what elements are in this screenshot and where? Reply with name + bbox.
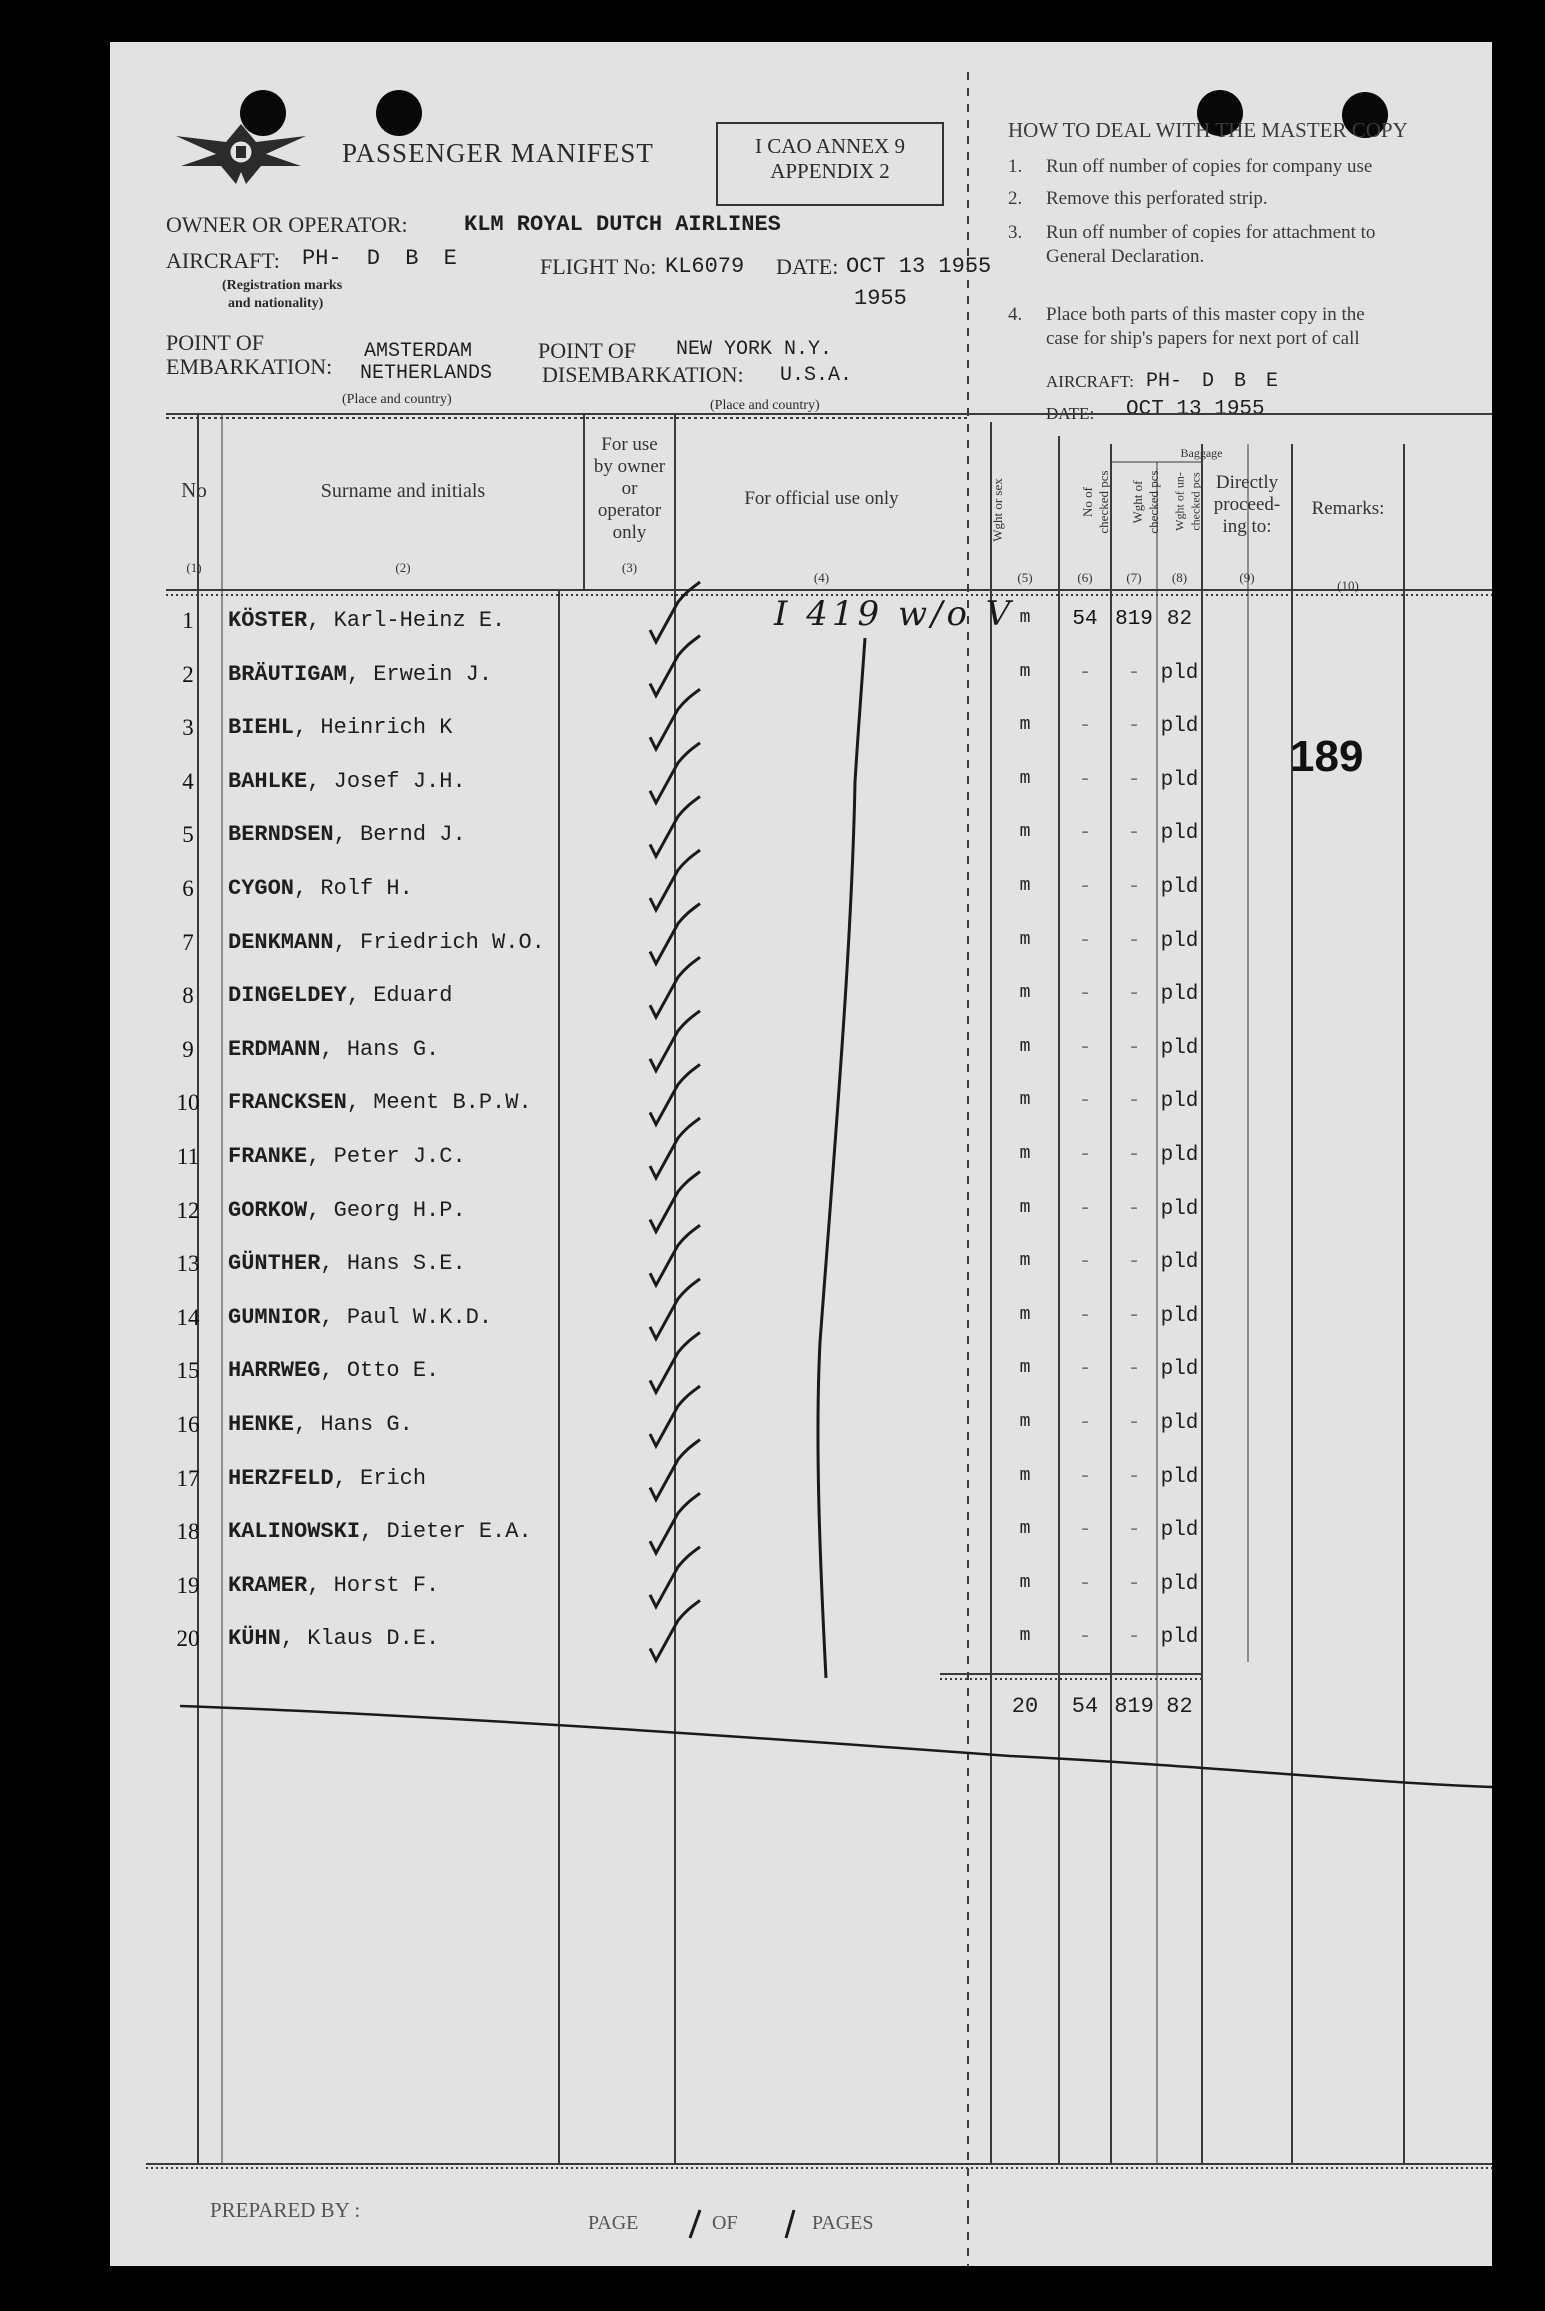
checked-pcs: 54 (1072, 608, 1098, 631)
checkmark-icon (650, 582, 700, 642)
weight-checked: - (1127, 1304, 1141, 1328)
name-separator: , (307, 1197, 334, 1223)
checked-pcs: - (1078, 822, 1092, 846)
checkmarks-layer (110, 42, 1492, 2266)
handwritten-official-note: I 419 w/o V (774, 594, 1015, 634)
checked-pcs: - (1078, 715, 1092, 739)
passenger-sex: m (1019, 929, 1031, 950)
of-label: OF (712, 2212, 738, 2234)
checked-pcs: - (1078, 1626, 1092, 1650)
aircraft-value: PH- D B E (302, 246, 457, 271)
checkmark-icon (650, 1440, 700, 1500)
row-number: 6 (182, 876, 194, 901)
col-directly-2: proceed- (1213, 494, 1281, 515)
passenger-initials: Hans G. (320, 1412, 413, 1437)
col-owner-use-5: only (612, 522, 647, 543)
row-number: 3 (182, 715, 194, 741)
row-number: 17 (176, 1465, 200, 1491)
weight-unchecked: pld (1160, 983, 1199, 1007)
total-count: 20 (1011, 1694, 1039, 1719)
embark-country: NETHERLANDS (360, 362, 493, 385)
page-number (670, 2208, 676, 2234)
checkmark-icon (650, 1279, 700, 1339)
instr-4-line-2: case for ship's papers for next port of call (1046, 328, 1360, 349)
col-owner-use-2: by owner (593, 456, 666, 477)
weight-checked: - (1127, 661, 1141, 685)
passenger-sex: m (1019, 1090, 1031, 1111)
passenger-initials: Georg H.P. (333, 1197, 466, 1223)
passenger-sex: m (1019, 983, 1031, 1004)
passenger-surname: FRANCKSEN (228, 1090, 347, 1116)
col-owner-use-4: operator (597, 500, 662, 521)
col-official-header: For official use only (744, 488, 899, 509)
passenger-surname: BRÄUTIGAM (228, 661, 347, 687)
checkmark-icon (650, 1547, 700, 1607)
passenger-initials: Klaus D.E. (307, 1626, 440, 1652)
weight-unchecked: pld (1160, 715, 1199, 739)
row-number: 4 (182, 768, 194, 794)
weight-unchecked: pld (1160, 822, 1199, 846)
weight-unchecked: pld (1160, 876, 1199, 899)
checked-pcs: - (1078, 661, 1092, 685)
checkmark-icon (650, 1600, 700, 1660)
col-weight-checked-2: checked pcs (1146, 470, 1161, 534)
stamp-number: 189 (1290, 732, 1364, 781)
passenger-sex: m (1019, 608, 1031, 628)
embark-label-1: POINT OF (166, 330, 265, 355)
disembark-label-2: DISEMBARKATION: (542, 362, 744, 387)
disembark-city: NEW YORK N.Y. (676, 338, 833, 361)
name-separator: , (320, 1036, 347, 1062)
passenger-sex: m (1019, 1572, 1031, 1593)
checkmark-icon (650, 1118, 700, 1178)
weight-unchecked: pld (1160, 1090, 1199, 1114)
owner-value: KLM ROYAL DUTCH AIRLINES (464, 212, 781, 237)
passenger-surname: GORKOW (228, 1197, 308, 1223)
passenger-initials: Friedrich W.O. (360, 929, 545, 955)
disembark-country: U.S.A. (780, 364, 853, 387)
passenger-sex: m (1019, 661, 1031, 682)
name-separator: , (320, 1251, 347, 1277)
checked-pcs: - (1078, 1251, 1092, 1275)
col-num-8: (8) (1171, 570, 1188, 585)
passenger-sex: m (1019, 1144, 1031, 1164)
col-directly-3: ing to: (1222, 516, 1272, 537)
passenger-sex: m (1019, 876, 1031, 896)
passenger-sex: m (1019, 1197, 1031, 1218)
passenger-sex: m (1019, 715, 1031, 736)
col-owner-use-3: or (621, 478, 638, 499)
passenger-initials: Otto E. (346, 1358, 440, 1384)
checkmark-icon (650, 1172, 700, 1232)
weight-checked: - (1127, 983, 1141, 1007)
checked-pcs: - (1078, 1519, 1092, 1543)
name-separator: , (294, 876, 321, 901)
passenger-initials: Heinrich K (320, 715, 453, 741)
instr-1-num: 1. (1008, 156, 1023, 177)
name-separator: , (346, 661, 374, 687)
passenger-initials: Bernd J. (360, 822, 466, 848)
checked-pcs: - (1078, 768, 1092, 792)
checked-pcs: - (1078, 1197, 1092, 1221)
row-number: 18 (176, 1519, 200, 1545)
instr-3-line-2: General Declaration. (1046, 246, 1205, 267)
owner-label: OWNER OR OPERATOR: (166, 212, 408, 237)
passenger-sex: m (1019, 1519, 1031, 1540)
passenger-surname: DINGELDEY (228, 983, 347, 1009)
checkmark-icon (650, 796, 700, 856)
weight-checked: - (1127, 768, 1141, 792)
checked-pcs: - (1078, 876, 1092, 899)
weight-checked: - (1127, 1412, 1141, 1435)
icao-line-1: I CAO ANNEX 9 (755, 134, 905, 158)
checked-pcs: - (1078, 1412, 1092, 1435)
name-separator: , (346, 983, 374, 1009)
row-number: 12 (176, 1197, 200, 1223)
row-number: 5 (182, 822, 194, 848)
weight-checked: - (1127, 1144, 1141, 1167)
passenger-surname: HARRWEG (228, 1358, 321, 1384)
col-baggage-header: Baggage (1180, 446, 1223, 460)
checked-pcs: - (1078, 1090, 1092, 1114)
row-number: 10 (176, 1090, 200, 1116)
checked-pcs: - (1078, 1304, 1092, 1328)
col-surname-header: Surname and initials (320, 480, 486, 502)
passenger-sex: m (1019, 1036, 1031, 1057)
passenger-surname: KRAMER (228, 1572, 308, 1598)
passenger-surname: KALINOWSKI (228, 1519, 361, 1545)
passenger-initials: Hans S.E. (346, 1251, 466, 1277)
instr-date-label: DATE: (1046, 404, 1095, 423)
passenger-initials: Horst F. (333, 1572, 440, 1598)
col-num-10: (10) (1337, 578, 1359, 593)
name-separator: , (294, 1412, 321, 1437)
passenger-surname: GÜNTHER (228, 1251, 321, 1277)
passenger-sex: m (1019, 1304, 1031, 1325)
weight-unchecked: pld (1160, 1251, 1199, 1275)
weight-checked: - (1127, 1626, 1141, 1650)
weight-unchecked: pld (1160, 929, 1199, 953)
weight-unchecked: pld (1160, 1626, 1199, 1650)
passenger-surname: GUMNIOR (228, 1304, 321, 1330)
passenger-initials: Meent B.P.W. (373, 1090, 532, 1116)
passenger-surname: ERDMANN (228, 1036, 321, 1062)
passenger-surname: BAHLKE (228, 768, 308, 794)
checked-pcs: - (1078, 1036, 1092, 1060)
col-num-7: (7) (1126, 570, 1142, 585)
col-num-2: (2) (395, 560, 411, 575)
date-label: DATE: (776, 254, 839, 279)
weight-unchecked: pld (1160, 1572, 1199, 1596)
checkmark-icon (650, 689, 700, 749)
weight-checked: - (1127, 876, 1141, 899)
passenger-sex: m (1019, 822, 1031, 843)
name-separator: , (307, 768, 334, 794)
date-value: OCT 13 1955 (846, 254, 992, 279)
embark-note: (Place and country) (342, 392, 452, 407)
col-num-6: (6) (1077, 570, 1093, 585)
col-num-9: (9) (1239, 570, 1255, 585)
checkmark-icon (650, 636, 700, 696)
weight-checked: - (1127, 822, 1141, 846)
total-unchk: 82 (1166, 1694, 1193, 1719)
col-directly-1: Directly (1215, 472, 1279, 493)
embark-city: AMSTERDAM (364, 340, 473, 363)
passenger-surname: CYGON (228, 876, 295, 901)
registration-note-2: and nationality) (228, 296, 324, 311)
checkmark-icon (650, 1064, 700, 1124)
weight-unchecked: pld (1160, 1304, 1199, 1328)
name-separator: , (320, 1304, 347, 1330)
checkmark-icon (650, 743, 700, 803)
instr-3-line-1: Run off number of copies for attachment to (1046, 222, 1376, 243)
passenger-surname: HERZFELD (228, 1465, 334, 1491)
weight-unchecked: 82 (1166, 608, 1193, 631)
col-weight-checked-1: Wght of (1130, 480, 1145, 524)
instr-aircraft-label: AIRCRAFT: (1046, 372, 1134, 391)
passenger-surname: KÖSTER (228, 608, 308, 633)
total-wght: 819 (1114, 1694, 1154, 1719)
checkmark-icon (650, 1332, 700, 1392)
name-separator: , (333, 822, 361, 848)
name-separator: , (294, 715, 321, 741)
col-weight-unchecked-1: Wght of un- (1172, 472, 1187, 531)
passenger-initials: Erwein J. (373, 661, 493, 687)
weight-unchecked: pld (1160, 1036, 1199, 1060)
name-separator: , (280, 1626, 308, 1652)
col-checked-pcs-2: checked pcs (1096, 470, 1111, 534)
weight-checked: - (1127, 929, 1141, 953)
passenger-initials: Hans G. (346, 1036, 440, 1062)
row-number: 9 (182, 1036, 194, 1062)
passenger-initials: Peter J.C. (333, 1144, 466, 1169)
checkmark-icon (650, 850, 700, 910)
weight-unchecked: pld (1160, 1412, 1199, 1435)
weight-unchecked: pld (1160, 1519, 1199, 1543)
name-separator: , (307, 608, 334, 633)
weight-checked: - (1127, 1519, 1141, 1543)
row-number: 2 (182, 661, 194, 687)
row-number: 20 (176, 1626, 200, 1652)
name-separator: , (333, 929, 361, 955)
col-num-3: (3) (621, 560, 638, 575)
name-separator: , (320, 1358, 347, 1384)
passenger-surname: KÜHN (228, 1626, 281, 1652)
name-separator: , (360, 1519, 387, 1545)
weight-unchecked: pld (1160, 661, 1199, 685)
disembark-label-1: POINT OF (538, 338, 637, 363)
checked-pcs: - (1078, 983, 1092, 1007)
passenger-sex: m (1019, 1626, 1031, 1647)
col-num-1: (1) (186, 560, 202, 575)
weight-unchecked: pld (1160, 768, 1199, 792)
passenger-initials: Dieter E.A. (386, 1519, 532, 1545)
row-number: 8 (182, 983, 194, 1009)
icao-line-2: APPENDIX 2 (770, 159, 890, 183)
checked-pcs: - (1078, 1358, 1092, 1382)
total-pcs: 54 (1071, 1694, 1099, 1719)
row-number: 13 (176, 1251, 200, 1277)
passenger-surname: BERNDSEN (228, 822, 334, 848)
name-separator: , (333, 1465, 361, 1491)
checkmark-icon (650, 957, 700, 1017)
weight-checked: - (1127, 1090, 1141, 1114)
weight-unchecked: pld (1160, 1144, 1199, 1167)
flight-value: KL6079 (665, 254, 745, 279)
name-separator: , (307, 1144, 334, 1169)
weight-checked: - (1127, 1572, 1141, 1596)
checkmark-icon (650, 1225, 700, 1285)
instr-3-num: 3. (1008, 222, 1023, 243)
weight-checked: - (1127, 1465, 1141, 1489)
pages-label: PAGES (812, 2212, 874, 2234)
row-number: 15 (176, 1358, 200, 1384)
col-weight-sex-header: Wght or sex (990, 478, 1005, 542)
col-num-4: (4) (813, 570, 830, 585)
checked-pcs: - (1078, 1465, 1092, 1489)
instr-aircraft-value: PH- D B E (1146, 370, 1279, 393)
col-num-5: (5) (1017, 570, 1033, 585)
weight-unchecked: pld (1160, 1358, 1199, 1382)
page-label: PAGE (588, 2212, 639, 2234)
row-number: 1 (182, 608, 194, 633)
passenger-surname: DENKMANN (228, 929, 334, 955)
row-number: 11 (176, 1144, 200, 1169)
passenger-surname: HENKE (228, 1412, 295, 1437)
checkmark-icon (650, 904, 700, 964)
row-number: 16 (176, 1412, 200, 1437)
prepared-by-label: PREPARED BY : (210, 2198, 361, 2222)
weight-checked: - (1127, 1036, 1141, 1060)
manifest-title: PASSENGER MANIFEST (342, 138, 654, 168)
checked-pcs: - (1078, 1144, 1092, 1167)
aircraft-label: AIRCRAFT: (166, 248, 280, 273)
weight-unchecked: pld (1160, 1197, 1199, 1221)
checkmark-icon (650, 1493, 700, 1553)
passenger-surname: BIEHL (228, 715, 295, 741)
passenger-sex: m (1019, 1251, 1031, 1272)
passenger-initials: Erich (360, 1465, 427, 1491)
instr-4-num: 4. (1008, 304, 1023, 325)
passenger-sex: m (1019, 1465, 1031, 1486)
col-weight-unchecked-2: checked pcs (1188, 472, 1203, 531)
instr-2-num: 2. (1008, 188, 1023, 209)
weight-checked: - (1127, 715, 1141, 739)
passenger-initials: Karl-Heinz E. (333, 608, 506, 633)
col-no-header: No (181, 478, 207, 502)
row-number: 7 (182, 929, 194, 955)
col-remarks-header: Remarks: (1311, 498, 1385, 519)
disembark-note: (Place and country) (710, 398, 820, 413)
instr-4-line-1: Place both parts of this master copy in the (1046, 304, 1365, 325)
passenger-sex: m (1019, 1358, 1031, 1379)
weight-checked: 819 (1115, 608, 1153, 631)
instr-1-line-1: Run off number of copies for company use (1046, 156, 1373, 177)
weight-checked: - (1127, 1197, 1141, 1221)
checkmark-icon (650, 1011, 700, 1071)
registration-note-1: (Registration marks (222, 278, 343, 293)
instructions-heading: HOW TO DEAL WITH THE MASTER COPY (1008, 118, 1408, 142)
passenger-initials: Eduard (373, 983, 453, 1009)
instr-2-line-1: Remove this perforated strip. (1046, 188, 1268, 209)
embark-label-2: EMBARKATION: (166, 354, 333, 379)
passenger-surname: FRANKE (228, 1144, 308, 1169)
row-number: 19 (176, 1572, 200, 1598)
passenger-initials: Josef J.H. (333, 768, 466, 794)
checked-pcs: - (1078, 1572, 1092, 1596)
weight-unchecked: pld (1160, 1465, 1199, 1489)
name-separator: , (346, 1090, 374, 1116)
weight-checked: - (1127, 1251, 1141, 1275)
flight-label: FLIGHT No: (540, 254, 657, 279)
name-separator: , (307, 1572, 334, 1598)
row-number: 14 (176, 1304, 200, 1330)
checked-pcs: - (1078, 929, 1092, 953)
weight-checked: - (1127, 1358, 1141, 1382)
passenger-initials: Rolf H. (320, 876, 413, 901)
passenger-sex: m (1019, 1412, 1031, 1432)
manifest-page (110, 42, 1492, 2266)
passenger-initials: Paul W.K.D. (346, 1304, 493, 1330)
pages-number (766, 2208, 772, 2234)
passenger-sex: m (1019, 768, 1031, 789)
col-checked-pcs-1: No of (1080, 487, 1095, 517)
date-year-handwritten: 1955 (854, 286, 907, 311)
col-owner-use-1: For use (601, 434, 658, 455)
checkmark-icon (650, 1386, 700, 1446)
instr-date-value: OCT 13 1955 (1126, 398, 1265, 421)
